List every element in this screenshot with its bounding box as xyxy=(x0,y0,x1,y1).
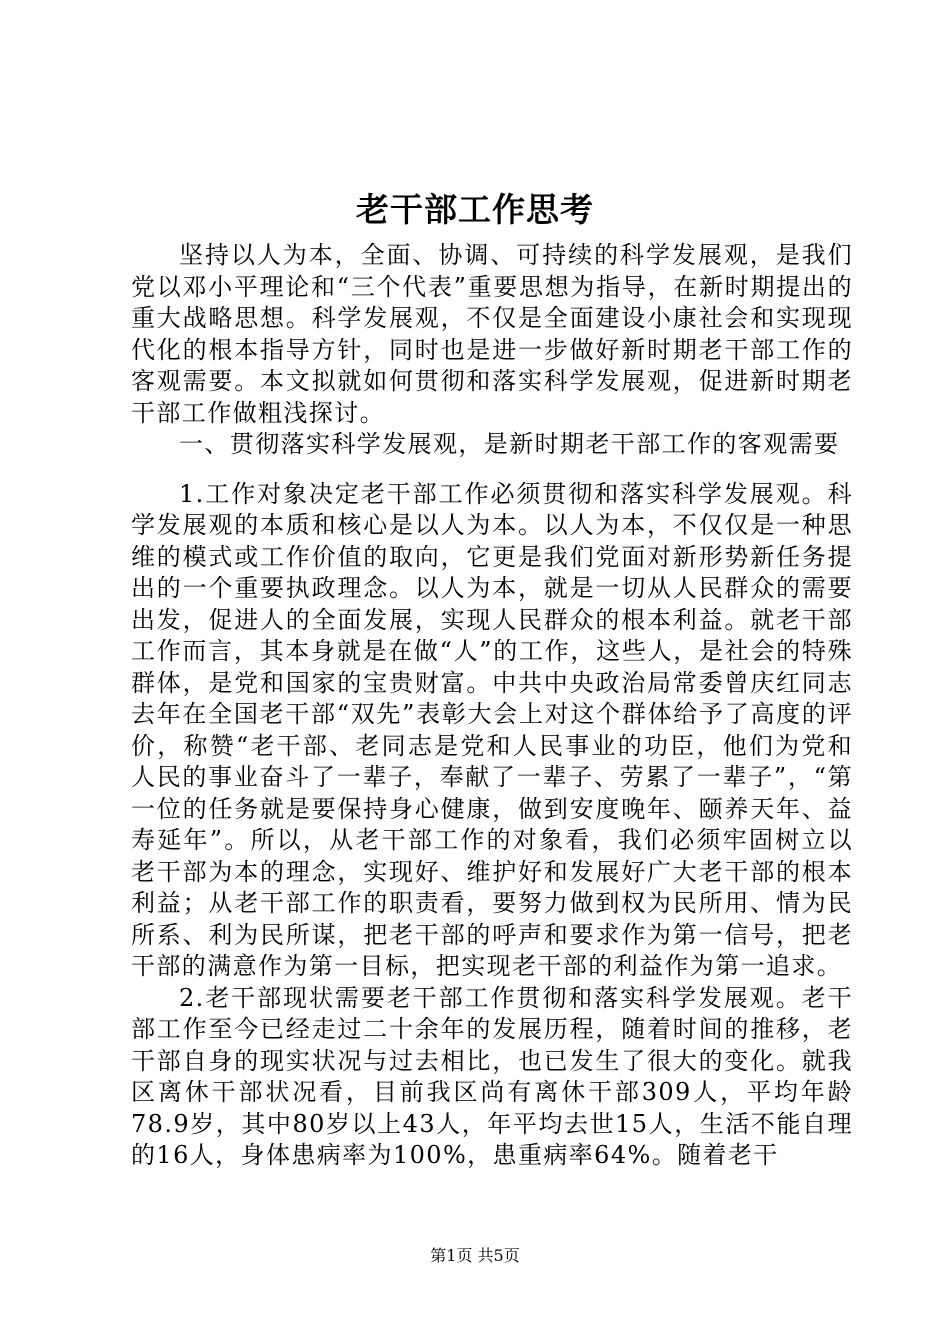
body-paragraph: 1.工作对象决定老干部工作必须贯彻和落实科学发展观。科学发展观的本质和核心是以人为本。以人为本，不仅仅是一种思维的模式或工作价值的取向，它更是我们党面对新形势新任务提出的一个重要执政理念。以人为本，就是一切从人民群众的需要出发，促进人的全面发展，实现人民群众的根本利益。就老干部工作而言，其本身就是在做“人”的工作，这些人，是社会的特殊群体，是党和国家的宝贵财富。中共中央政治局常委曾庆红同志去年在全国老干部“双先”表彰大会上对这个群体给予了高度的评价，称赞“老干部、老同志是党和人民事业的功臣，他们为党和人民的事业奋斗了一辈子，奉献了一辈子、劳累了一辈子”，“第一位的任务就是要保持身心健康，做到安度晚年、颐养天年、益寿延年”。所以，从老干部工作的对象看，我们必须牢固树立以老干部为本的理念，实现好、维护好和发展好广大老干部的根本利益；从老干部工作的职责看，要努力做到权为民所用、情为民所系、利为民所谋，把老干部的呼声和要求作为第一信号，把老干部的满意作为第一目标，把实现老干部的利益作为第一追求。 xyxy=(131,479,853,980)
intro-paragraph: 坚持以人为本，全面、协调、可持续的科学发展观，是我们党以邓小平理论和“三个代表”重要思想为指导，在新时期提出的重大战略思想。科学发展观，不仅是全面建设小康社会和实现现代化的根本指导方针，同时也是进一步做好新时期老干部工作的客观需要。本文拟就如何贯彻和落实科学发展观，促进新时期老干部工作做粗浅探讨。 xyxy=(131,241,853,427)
page-footer: 第1页 共5页 xyxy=(430,1246,520,1265)
document-title: 老干部工作思考 xyxy=(356,190,594,229)
body-paragraph: 2.老干部现状需要老干部工作贯彻和落实科学发展观。老干部工作至今已经走过二十余年的发展历程，随着时间的推移，老干部自身的现实状况与过去相比，也已发生了很大的变化。就我区离休干部状况看，目前我区尚有离休干部309人，平均年龄78.9岁，其中80岁以上43人，年平均去世15人，生活不能自理的16人，身体患病率为100%，患重病率64%。随着老干 xyxy=(131,983,853,1169)
document-body xyxy=(131,240,853,1172)
section-heading: 一、贯彻落实科学发展观，是新时期老干部工作的客观需要 xyxy=(179,430,840,458)
